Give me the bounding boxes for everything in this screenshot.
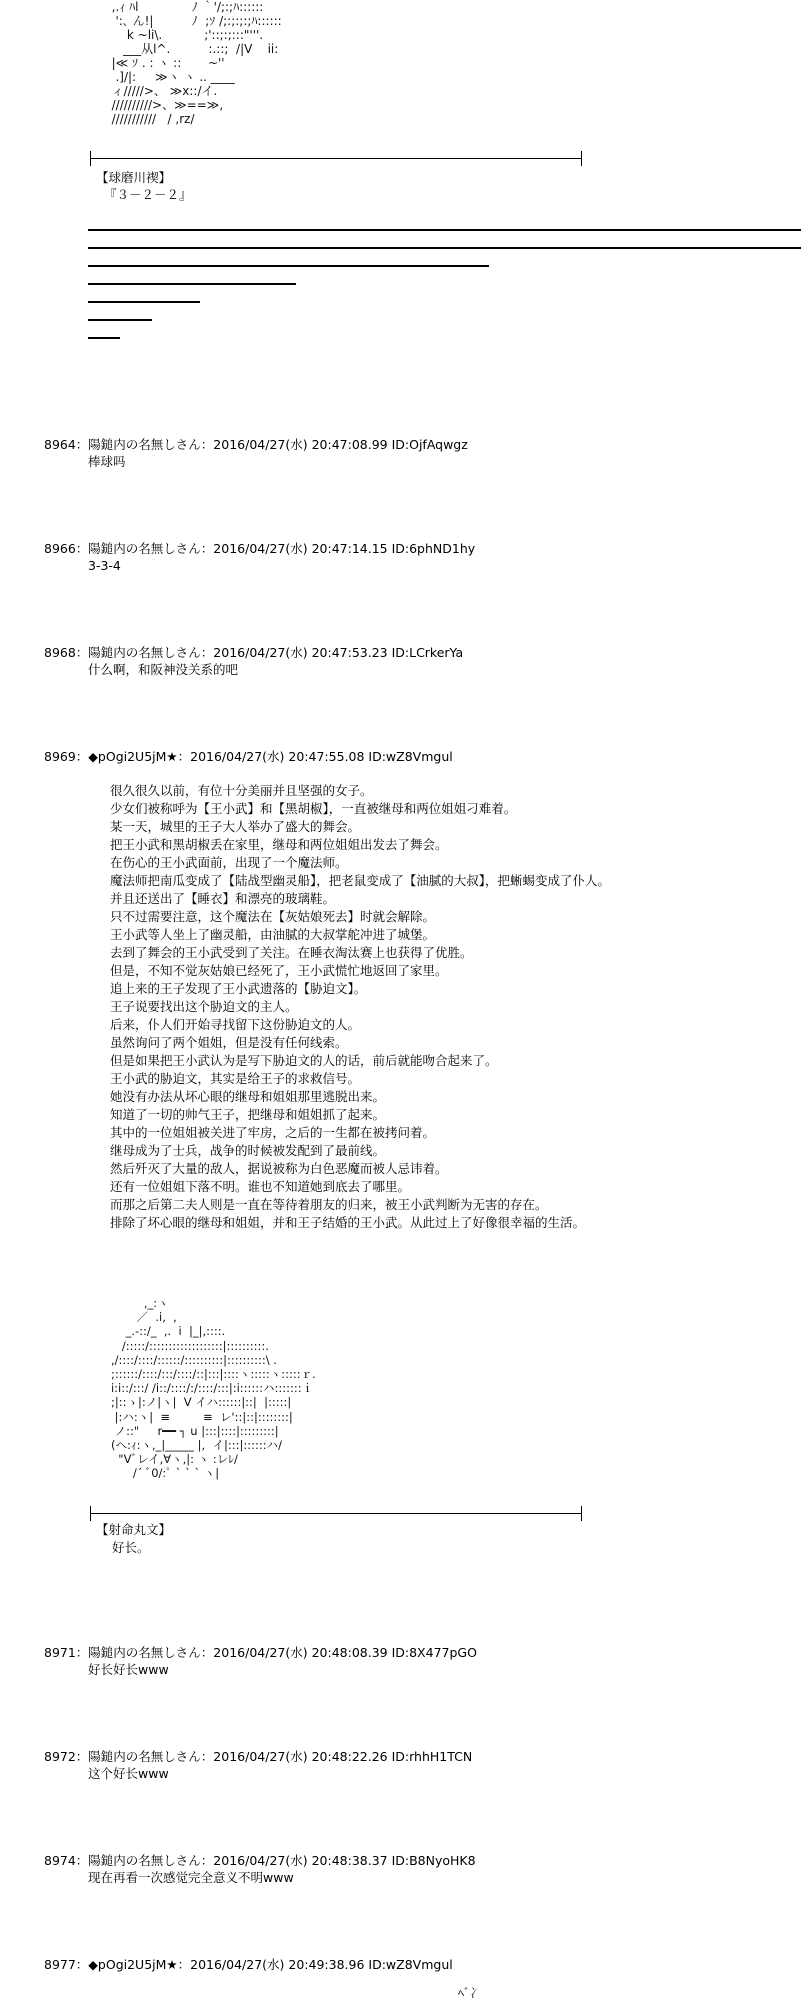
story-line: 把王小武和黑胡椒丢在家里，继母和两位姐姐出发去了舞会。: [110, 837, 448, 852]
post-header: 8972：陽鎚内の名無しさん：2016/04/27(水) 20:48:22.26 ID:rhhH1TCN: [44, 1749, 473, 1764]
speaker-name-aya: 【射命丸文】: [96, 1522, 172, 1537]
post-header: 8968：陽鎚内の名無しさん：2016/04/27(水) 20:47:53.23 ID:LCrkerYa: [44, 645, 464, 660]
story-line: 她没有办法从坏心眼的继母和姐姐那里逃脱出来。: [110, 1089, 386, 1104]
decor-line-4: [88, 283, 296, 285]
story-line: 去到了舞会的王小武受到了关注。在睡衣淘汰赛上也获得了优胜。: [110, 945, 473, 960]
ruler-cap-left: [90, 1506, 91, 1521]
story-line: 王小武的胁迫文，其实是给王子的求救信号。: [110, 1071, 361, 1086]
speaker-quote-kumagawa: 『３－２－２』: [104, 187, 192, 202]
post-body: 3-3-4: [88, 558, 121, 573]
decor-line-7: [88, 337, 120, 339]
speaker-name-kumagawa: 【球磨川禊】: [96, 170, 172, 185]
story-line: 而那之后第二夫人则是一直在等待着朋友的归来，被王小武判断为无害的存在。: [110, 1197, 548, 1212]
post-body: 好长好长www: [88, 1662, 169, 1677]
divider-ruler-mid: [90, 1513, 582, 1514]
post-body: 现在再看一次感觉完全意义不明www: [88, 1870, 294, 1885]
story-line: 继母成为了士兵，战争的时候被发配到了最前线。: [110, 1143, 386, 1158]
story-line: 只不过需要注意，这个魔法在【灰姑娘死去】时就会解除。: [110, 909, 436, 924]
story-line: 但是，不知不觉灰姑娘已经死了，王小武慌忙地返回了家里。: [110, 963, 448, 978]
story-line: 还有一位姐姐下落不明。谁也不知道她到底去了哪里。: [110, 1179, 411, 1194]
divider-ruler-top: [90, 158, 582, 159]
post-body: 什么啊，和阪神没关系的吧: [88, 662, 239, 677]
story-line: 后来，仆人们开始寻找留下这份胁迫文的人。: [110, 1017, 361, 1032]
story-line: 某一天，城里的王子大人举办了盛大的舞会。: [110, 819, 361, 834]
story-line: 追上来的王子发现了王小武遗落的【胁迫文】。: [110, 981, 367, 996]
post-header: 8971：陽鎚内の名無しさん：2016/04/27(水) 20:48:08.39 ID:8X477pGO: [44, 1645, 477, 1660]
story-line: 虽然询问了两个姐姐，但是没有任何线索。: [110, 1035, 348, 1050]
story-line: 然后歼灭了大量的敌人，据说被称为白色恶魔而被人忌讳着。: [110, 1161, 448, 1176]
post-header: 8964：陽鎚内の名無しさん：2016/04/27(水) 20:47:08.99 ID:OjfAqwgz: [44, 437, 468, 452]
ascii-art-top: ,.ｨ ﾊl ﾉ ｀'/;:;ﾊ:::::: ':､ ん!| ﾉ ;ｿ /;:;:;:;ﾊ:::::: k ~li\. ;'::;:;:::"'''. ___从l^. :.::; /|V ii: |≪ ｿ . : ヽ :: ~'' .]/|: ≫ヽ ヽ .. ____ ィ/////>、 ≫x::/イ. //////////>、≫==≫, /////////// / ,rz/: [111, 0, 282, 126]
speaker-line-aya: 好长。: [112, 1540, 150, 1555]
decor-line-5: [88, 301, 200, 303]
post-body: 这个好长www: [88, 1766, 169, 1781]
story-line: 排除了坏心眼的继母和姐姐，并和王子结婚的王小武。从此过上了好像很幸福的生活。: [110, 1215, 586, 1230]
story-line: 但是如果把王小武认为是写下胁迫文的人的话，前后就能吻合起来了。: [110, 1053, 498, 1068]
ruler-cap-right: [581, 1506, 582, 1521]
post-header: 8969：◆pOgi2U5jM★：2016/04/27(水) 20:47:55.08 ID:wZ8Vmgul: [44, 749, 453, 764]
story-line: 魔法师把南瓜变成了【陆战型幽灵船】，把老鼠变成了【油腻的大叔】，把蜥蜴变成了仆人。: [110, 873, 611, 888]
ascii-art-bottom: ﾍﾞ冫: [458, 1986, 483, 2000]
post-header: 8977：◆pOgi2U5jM★：2016/04/27(水) 20:49:38.96 ID:wZ8Vmgul: [44, 1957, 453, 1972]
story-line: 王子说要找出这个胁迫文的主人。: [110, 999, 298, 1014]
story-text: [110, 782, 610, 1232]
story-line: 少女们被称呼为【王小武】和【黑胡椒】，一直被继母和两位姐姐刁难着。: [110, 801, 517, 816]
decor-line-2: [88, 247, 801, 249]
post-header: 8974：陽鎚内の名無しさん：2016/04/27(水) 20:48:38.37 ID:B8NyoHK8: [44, 1853, 476, 1868]
story-line: 王小武等人坐上了幽灵船，由油腻的大叔掌舵冲进了城堡。: [110, 927, 436, 942]
decor-line-1: [88, 229, 801, 231]
story-line: 很久很久以前，有位十分美丽并且坚强的女子。: [110, 783, 373, 798]
story-line: 其中的一位姐姐被关进了牢房，之后的一生都在被拷问着。: [110, 1125, 436, 1140]
decor-line-6: [88, 319, 152, 321]
ruler-cap-left: [90, 151, 91, 166]
story-line: 并且还送出了【睡衣】和漂亮的玻璃鞋。: [110, 891, 336, 906]
post-header: 8966：陽鎚内の名無しさん：2016/04/27(水) 20:47:14.15 ID:6phND1hy: [44, 541, 476, 556]
story-line: 知道了一切的帅气王子，把继母和姐姐抓了起来。: [110, 1107, 386, 1122]
post-body: 棒球吗: [88, 454, 126, 469]
ascii-art-aya: ,_:ヽ ／ .i, , _.-::/_ ,. i |_|,::::. /:::::/:::::::::::::::::::|::::::::::. ,/::::/::::/::::::/::::::::::|::::::::::\ . ;::::::/::::/:::/::::/::|:::|::::ヽ:::::ヽ:::::ｒ. i:i::/:::/ /i::/::::/:/::::/:::|:i::::::ハ:::::::ｉ ;|::ゝ|:ノ|ヽ| V イハ::::::|::| |:::::| |:ハ:ヽ| ≡ ≡ レ'::|::|::::::::| ノ::" r━━ ┐ u |:::|::::|:::::::::| (ヘ:ｨ:ヽ,_|_____ |, イ|:::|::::::ハ/ "Vﾞレイ,∀ヽ,|: ヽ :レﾚ/ /´ ﾞ0/:ﾟ ` ` ` ヽ|: [110, 1296, 316, 1481]
ruler-cap-right: [581, 151, 582, 166]
decor-line-3: [88, 265, 489, 267]
story-line: 在伤心的王小武面前，出现了一个魔法师。: [110, 855, 348, 870]
